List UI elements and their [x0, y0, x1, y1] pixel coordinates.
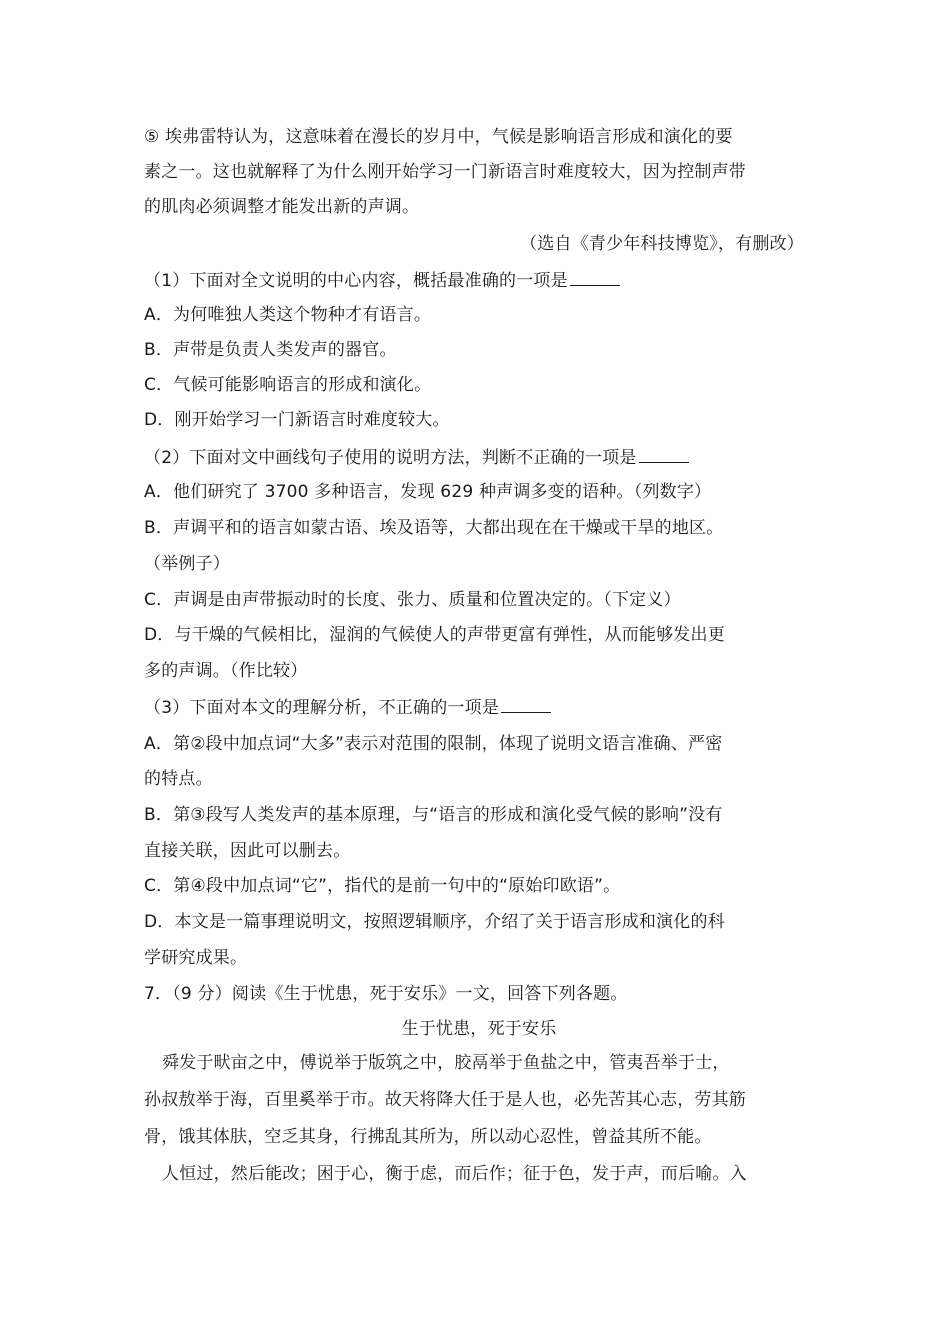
- question-1-stem: [144, 269, 814, 292]
- q2-option-c: C．声调是由声带振动时的长度、张力、质量和位置决定的。（下定义）: [144, 590, 681, 610]
- answer-blank[interactable]: [570, 269, 620, 286]
- essay-line: 人恒过，然后能改；困于心，衡于虑，而后作；征于色，发于声，而后喻。入: [162, 1164, 747, 1184]
- question-stem-text: （3）下面对本文的理解分析，不正确的一项是: [144, 698, 500, 718]
- q3-option-d-cont: 学研究成果。: [144, 948, 248, 968]
- passage-line: 素之一。这也就解释了为什么刚开始学习一门新语言时难度较大，因为控制声带: [144, 162, 746, 182]
- q2-option-b-cont: （举例子）: [144, 554, 230, 574]
- q3-option-b-cont: 直接关联，因此可以删去。: [144, 841, 351, 861]
- q1-option-b: B．声带是负责人类发声的器官。: [144, 340, 397, 360]
- q2-option-d: D．与干燥的气候相比，湿润的气候使人的声带更富有弹性，从而能够发出更: [144, 625, 725, 645]
- essay-line: 孙叔敖举于海，百里奚举于市。故天将降大任于是人也，必先苦其心志，劳其筋: [144, 1090, 746, 1110]
- question-2-stem: [144, 446, 814, 469]
- source-citation: （选自《青少年科技博览》，有删改）: [520, 234, 804, 254]
- question-stem-text: （1）下面对全文说明的中心内容，概括最准确的一项是: [144, 271, 568, 291]
- passage-line: 的肌肉必须调整才能发出新的声调。: [144, 197, 420, 217]
- q1-option-c: C．气候可能影响语言的形成和演化。: [144, 375, 432, 395]
- q3-option-c: C．第④段中加点词“它”，指代的是前一句中的“原始印欧语”。: [144, 876, 621, 896]
- q3-option-a: A．第②段中加点词“大多”表示对范围的限制，体现了说明文语言准确、严密: [144, 734, 723, 754]
- question-stem-text: （2）下面对文中画线句子使用的说明方法，判断不正确的一项是: [144, 448, 637, 468]
- q2-option-d-cont: 多的声调。（作比较）: [144, 661, 308, 681]
- question-7-stem: 7．（9 分）阅读《生于忧患，死于安乐》一文，回答下列各题。: [144, 984, 628, 1004]
- answer-blank[interactable]: [639, 446, 689, 463]
- q3-option-d: D．本文是一篇事理说明文，按照逻辑顺序，介绍了关于语言形成和演化的科: [144, 912, 725, 932]
- q2-option-a: A．他们研究了 3700 多种语言，发现 629 种声调多变的语种。（列数字）: [144, 482, 712, 502]
- essay-title: 生于忧患，死于安乐: [401, 1019, 557, 1039]
- q3-option-a-cont: 的特点。: [144, 769, 213, 789]
- essay-line: 骨，饿其体肤，空乏其身，行拂乱其所为，所以动心忍性，曾益其所不能。: [144, 1127, 712, 1147]
- q1-option-d: D．刚开始学习一门新语言时难度较大。: [144, 410, 450, 430]
- question-3-stem: [144, 696, 814, 719]
- q1-option-a: A．为何唯独人类这个物种才有语言。: [144, 305, 432, 325]
- answer-blank[interactable]: [501, 696, 551, 713]
- passage-line: ⑤ 埃弗雷特认为，这意味着在漫长的岁月中，气候是影响语言形成和演化的要: [144, 127, 733, 147]
- q2-option-b: B．声调平和的语言如蒙古语、埃及语等，大都出现在在干燥或干旱的地区。: [144, 518, 724, 538]
- q3-option-b: B．第③段写人类发声的基本原理，与“语言的形成和演化受气候的影响”没有: [144, 805, 723, 825]
- essay-line: 舜发于畎亩之中，傅说举于版筑之中，胶鬲举于鱼盐之中，管夷吾举于士，: [162, 1053, 730, 1073]
